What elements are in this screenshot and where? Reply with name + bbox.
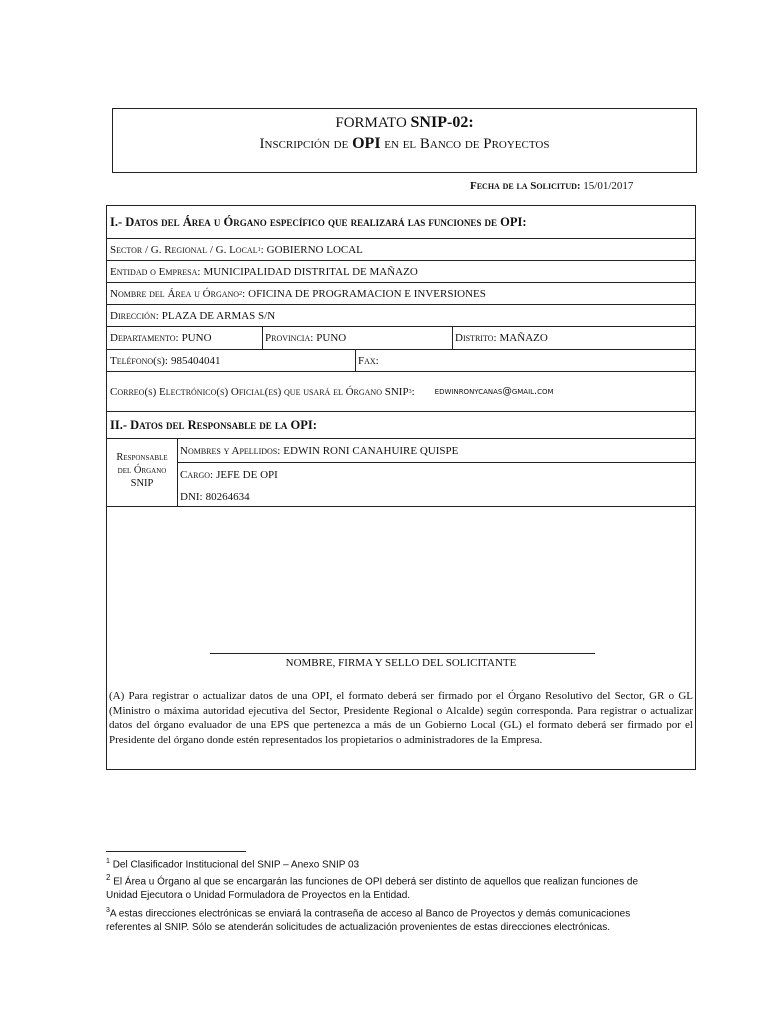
footnote-2 [106,871,671,903]
responsible-side-line2: del Órgano [117,465,167,476]
sector-row: Sector / G. Regional / G. Local 1 : GOBIERNO LOCAL [106,239,696,261]
location-row [106,327,696,350]
footnote-ref-2: 2 [239,290,243,297]
form-subtitle [113,135,696,153]
position-value: JEFE DE OPI [216,469,278,481]
email-value: edwinronycanas@gmail.com [434,386,554,397]
address-label: Dirección: [110,309,159,322]
signature-block [106,507,696,770]
signature-line [210,653,595,654]
department-value: PUNO [181,332,212,344]
form-title-prefix: FORMATO [335,115,407,131]
footnote-ref-3: 3 [408,388,412,395]
area-value: OFICINA DE PROGRAMACION E INVERSIONES [248,287,486,300]
section1-header [106,205,696,239]
signature-note: (A) Para registrar o actualizar datos de una OPI, el formato deberá ser firmado por el Órgano Resolutivo del Sector, GR o GL (Ministro o máxima autoridad ejecutiva del Sector, Presidente Regional o Alcalde) según corresponda. Para registrar o actualizar datos del órgano evaluador de una EPS que pertenezca a más de un Gobierno Local (GL) el formato deberá ser firmado por el Presidente del órgano donde estén representados los propietarios o administradores de la Empresa. [109,690,693,746]
phone-label: Teléfono(s): [110,354,168,367]
title-box [112,108,697,173]
names-label: Nombres y Apellidos: [180,444,281,457]
dni-value: 80264634 [205,491,250,503]
email-row: Correo(s) Electrónico(s) Oficial(es) que usará el Órgano SNIP 3 : edwinronycanas@gmail.com [106,372,696,412]
department-label: Departamento: [110,332,179,344]
address-row [106,305,696,327]
responsible-side-line1: Responsable [116,452,168,463]
form-title-code: SNIP-02: [410,114,474,131]
fax-label: Fax: [358,354,379,367]
email-label: Correo(s) Electrónico(s) Oficial(es) que usará el Órgano SNIP [110,385,409,398]
area-row: Nombre del Área u Órgano 2 : OFICINA DE PROGRAMACION E INVERSIONES [106,283,696,305]
footnote-3 [106,904,671,935]
footnote-1 [106,855,671,872]
footnote-2-text: El Área u Órgano al que se encargarán las funciones de OPI deberá ser distinto de aquellos que realizan funciones de Unidad Ejecutora o Unidad Formuladora de Proyectos en la Entidad. [106,876,639,902]
footnote-1-num: 1 [106,858,110,865]
names-value: EDWIN RONI CANAHUIRE QUISPE [283,444,459,457]
responsible-block [106,439,696,507]
footnote-3-text: A estas direcciones electrónicas se enviará la contraseña de acceso al Banco de Proyectos y demás comunicaciones referentes al SNIP. Sólo se atenderán solicitudes de actualización provenientes de estas direcciones electrónicas. [106,908,631,934]
request-date-label: Fecha de la Solicitud: [470,180,581,192]
footnote-ref-1: 1 [257,246,261,253]
area-label: Nombre del Área u Órgano [110,287,240,300]
address-value: PLAZA DE ARMAS S/N [161,309,276,322]
request-date-value: 15/01/2017 [583,180,634,192]
subtitle-part-a: Inscripción de [259,136,349,152]
footnote-3-num: 3 [106,907,110,914]
section1-title: I.- Datos del Área u Órgano específico que realizará las funciones de OPI: [110,215,527,229]
footnote-2-num: 2 [106,873,111,882]
dni-label: DNI: [180,491,203,503]
subtitle-part-c: en el Banco de Proyectos [384,136,550,152]
phone-value: 985404041 [171,354,221,367]
position-label: Cargo: [180,469,214,481]
phone-row [106,350,696,372]
section2-header [106,412,696,439]
form-title [113,114,696,132]
responsible-side-label [107,439,177,506]
district-label: Distrito: [455,332,497,344]
request-date [470,180,700,192]
responsible-side-line3: SNIP [130,478,154,489]
subtitle-part-b: OPI [352,135,381,152]
province-label: Provincia: [265,332,314,344]
entity-label: Entidad o Empresa: [110,265,201,278]
footnote-separator [106,851,246,852]
entity-value: MUNICIPALIDAD DISTRITAL DE MAÑAZO [203,265,418,278]
sector-label: Sector / G. Regional / G. Local [110,243,258,256]
sector-value: GOBIERNO LOCAL [266,243,363,256]
footnote-1-text: Del Clasificador Institucional del SNIP – Anexo SNIP 03 [112,859,360,871]
section2-title: II.- Datos del Responsable de la OPI: [110,417,317,432]
signature-caption: NOMBRE, FIRMA Y SELLO DEL SOLICITANTE [285,657,517,669]
province-value: PUNO [316,332,347,344]
entity-row [106,261,696,283]
district-value: MAÑAZO [499,332,548,344]
